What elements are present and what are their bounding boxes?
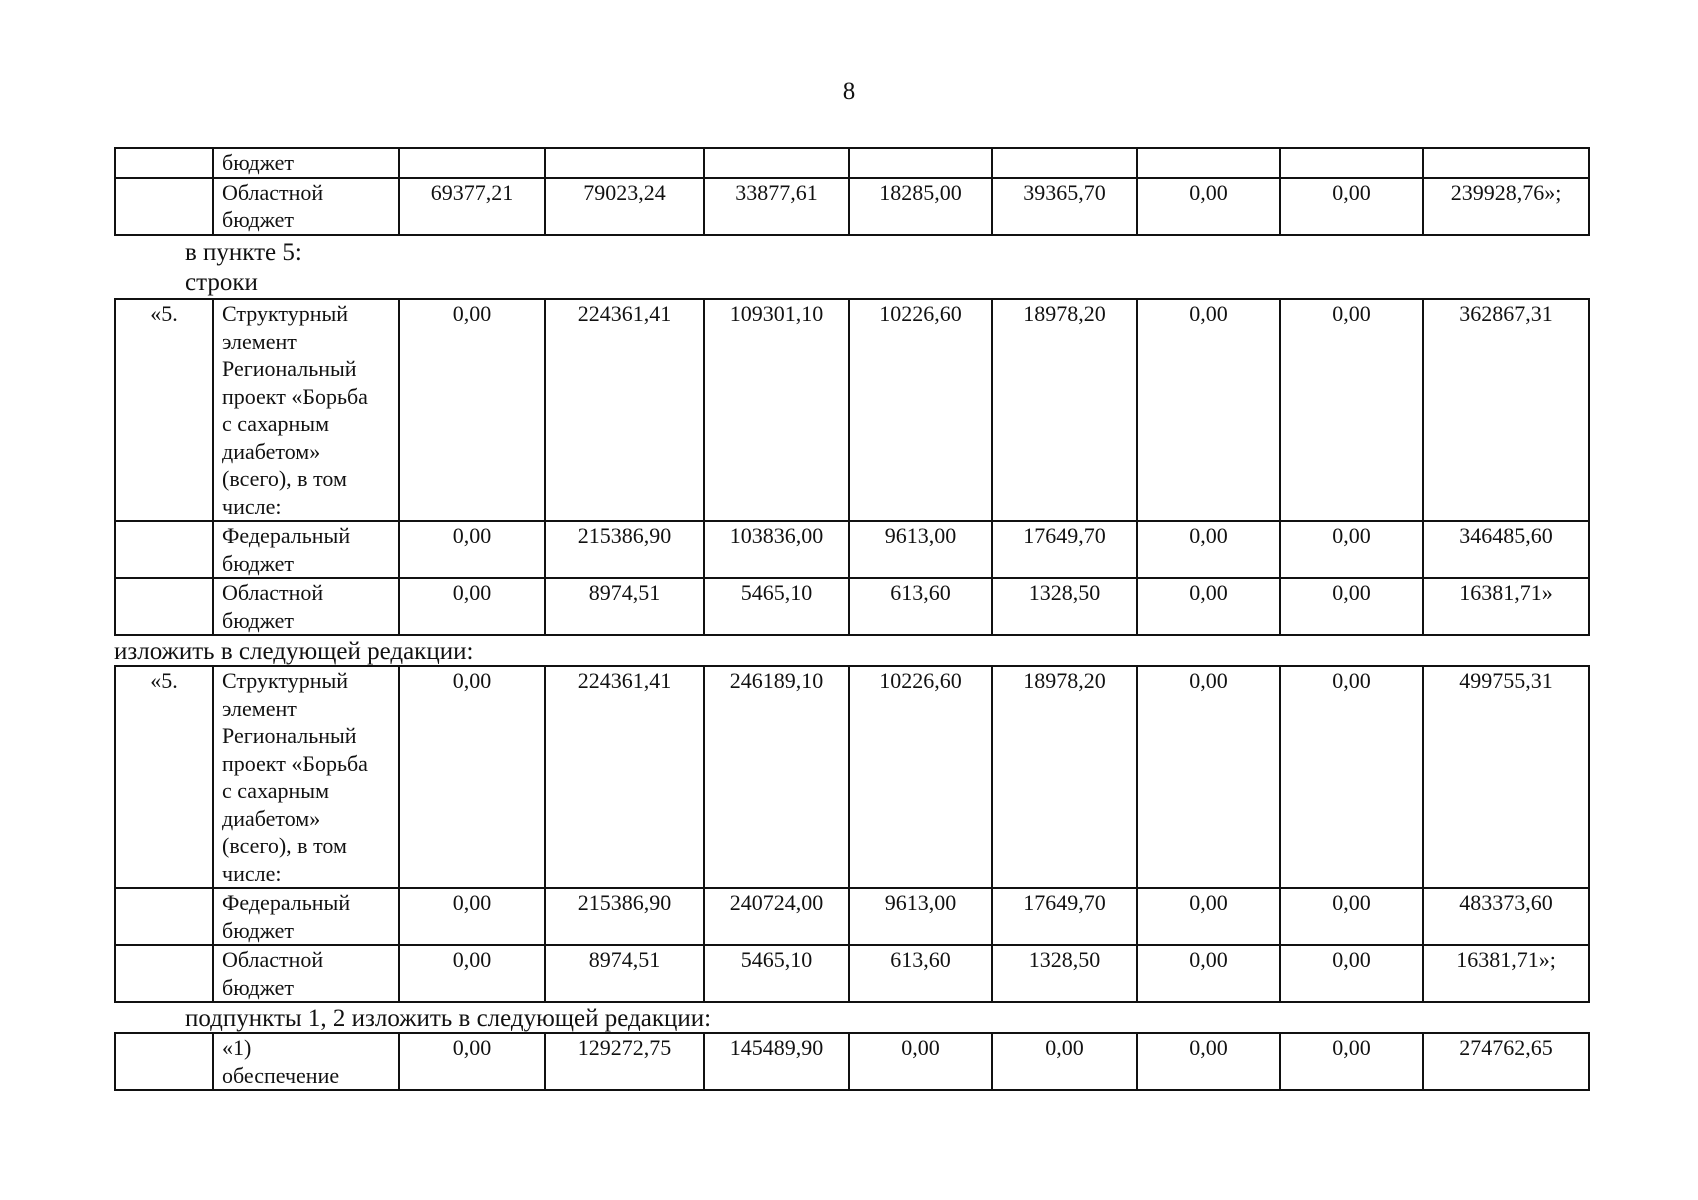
value-cell: 1328,50 (992, 945, 1137, 1002)
row-label-cell (213, 888, 399, 945)
budget-table-1 (114, 147, 1590, 236)
row-label-cell (213, 666, 399, 888)
value-cell (704, 148, 849, 178)
label-line: элемент (222, 695, 297, 721)
paragraph-rows: строки (185, 269, 258, 296)
value-cell: 239928,76»; (1423, 178, 1589, 235)
value-cell: 0,00 (1137, 945, 1280, 1002)
label-line: бюджет (222, 974, 294, 1000)
value-cell: 0,00 (1280, 521, 1423, 578)
label-line: Структурный (222, 668, 349, 693)
row-label-cell (213, 1033, 399, 1090)
value-cell: 0,00 (1280, 945, 1423, 1002)
table-row (115, 945, 1589, 1002)
value-cell: 246189,10 (704, 666, 849, 888)
value-cell: 0,00 (1137, 578, 1280, 635)
value-cell: 5465,10 (704, 578, 849, 635)
value-cell: 145489,90 (704, 1033, 849, 1090)
label-line: проект «Борьба (222, 383, 368, 409)
value-cell: 0,00 (399, 666, 545, 888)
value-cell: 18285,00 (849, 178, 992, 235)
value-cell (1137, 148, 1280, 178)
budget-table-new-rows (114, 665, 1590, 1003)
value-cell: 0,00 (1280, 578, 1423, 635)
value-cell: 109301,10 (704, 299, 849, 521)
value-cell: 0,00 (1137, 521, 1280, 578)
value-cell: 17649,70 (992, 888, 1137, 945)
value-cell: 0,00 (1137, 299, 1280, 521)
row-label-cell (213, 578, 399, 635)
row-number-cell (115, 521, 213, 578)
value-cell: 8974,51 (545, 578, 704, 635)
value-cell: 0,00 (1280, 1033, 1423, 1090)
value-cell (992, 148, 1137, 178)
row-number-cell (115, 945, 213, 1002)
value-cell: 0,00 (399, 888, 545, 945)
value-cell: 16381,71»; (1423, 945, 1589, 1002)
value-cell: 9613,00 (849, 888, 992, 945)
row-label-cell (213, 299, 399, 521)
label-line: бюджет (222, 207, 294, 232)
value-cell: 215386,90 (545, 521, 704, 578)
value-cell: 1328,50 (992, 578, 1137, 635)
value-cell (1423, 148, 1589, 178)
label-line: диабетом» (222, 805, 321, 831)
value-cell: 0,00 (1137, 888, 1280, 945)
value-cell: 69377,21 (399, 178, 545, 235)
table-row (115, 666, 1589, 888)
value-cell: 103836,00 (704, 521, 849, 578)
label-line: диабетом» (222, 438, 321, 464)
table-row (115, 1033, 1589, 1090)
value-cell: 224361,41 (545, 299, 704, 521)
value-cell: 18978,20 (992, 299, 1137, 521)
budget-table-subpoints (114, 1032, 1590, 1091)
value-cell: 10226,60 (849, 299, 992, 521)
label-line: Областной (222, 947, 324, 972)
paragraph-in-point-5: в пункте 5: (185, 239, 302, 266)
label-line: числе: (222, 860, 282, 886)
budget-table-old-rows (114, 298, 1590, 636)
value-cell: 9613,00 (849, 521, 992, 578)
value-cell: 0,00 (399, 578, 545, 635)
value-cell: 10226,60 (849, 666, 992, 888)
label-line: бюджет (222, 550, 294, 576)
value-cell: 0,00 (1280, 888, 1423, 945)
page-number: 8 (842, 78, 856, 105)
value-cell (545, 148, 704, 178)
table-row (115, 578, 1589, 635)
row-label-cell (213, 945, 399, 1002)
row-number-cell (115, 178, 213, 235)
value-cell: 240724,00 (704, 888, 849, 945)
value-cell: 129272,75 (545, 1033, 704, 1090)
value-cell: 0,00 (399, 1033, 545, 1090)
table-row (115, 521, 1589, 578)
label-line: Областной (222, 580, 324, 605)
value-cell: 8974,51 (545, 945, 704, 1002)
label-line: Федеральный (222, 890, 351, 915)
label-line: бюджет (222, 917, 294, 943)
value-cell: 215386,90 (545, 888, 704, 945)
label-line: проект «Борьба (222, 750, 368, 776)
paragraph-new-edition: изложить в следующей редакции: (114, 638, 474, 665)
row-label-cell (213, 178, 399, 235)
table-row (115, 299, 1589, 521)
value-cell: 0,00 (1137, 178, 1280, 235)
row-number-cell (115, 578, 213, 635)
value-cell: 613,60 (849, 578, 992, 635)
value-cell: 0,00 (1137, 1033, 1280, 1090)
value-cell: 274762,65 (1423, 1033, 1589, 1090)
row-number-cell (115, 1033, 213, 1090)
value-cell: 0,00 (1137, 666, 1280, 888)
row-number-cell (115, 148, 213, 178)
value-cell: 79023,24 (545, 178, 704, 235)
row-label-cell (213, 521, 399, 578)
value-cell: 0,00 (992, 1033, 1137, 1090)
value-cell: 346485,60 (1423, 521, 1589, 578)
value-cell: 0,00 (849, 1033, 992, 1090)
label-line: с сахарным (222, 778, 330, 803)
value-cell (399, 148, 545, 178)
value-cell: 224361,41 (545, 666, 704, 888)
table-row (115, 888, 1589, 945)
value-cell: 483373,60 (1423, 888, 1589, 945)
label-line: обеспечение (222, 1062, 340, 1088)
row-number-cell: «5. (115, 666, 213, 888)
value-cell: 5465,10 (704, 945, 849, 1002)
label-line: Структурный (222, 301, 349, 326)
label-line: «1) (222, 1035, 252, 1060)
label-line: (всего), в том (222, 466, 347, 491)
value-cell: 17649,70 (992, 521, 1137, 578)
row-number-cell: «5. (115, 299, 213, 521)
paragraph-subpoints: подпункты 1, 2 изложить в следующей редакции: (185, 1005, 712, 1032)
label-line: бюджет (222, 607, 294, 633)
value-cell: 0,00 (1280, 299, 1423, 521)
value-cell (849, 148, 992, 178)
value-cell: 499755,31 (1423, 666, 1589, 888)
row-label-cell (213, 148, 399, 178)
value-cell: 18978,20 (992, 666, 1137, 888)
label-line: Областной (222, 179, 324, 205)
label-line: (всего), в том (222, 833, 347, 858)
label-line: с сахарным (222, 411, 330, 436)
value-cell: 0,00 (399, 299, 545, 521)
value-cell: 613,60 (849, 945, 992, 1002)
label-line: бюджет (222, 150, 294, 175)
value-cell: 0,00 (399, 945, 545, 1002)
label-line: Региональный (222, 356, 357, 381)
value-cell: 362867,31 (1423, 299, 1589, 521)
table-row (115, 178, 1589, 235)
label-line: Региональный (222, 723, 357, 748)
label-line: числе: (222, 493, 282, 519)
value-cell: 16381,71» (1423, 578, 1589, 635)
value-cell: 0,00 (399, 521, 545, 578)
table-row (115, 148, 1589, 178)
value-cell: 0,00 (1280, 666, 1423, 888)
value-cell: 33877,61 (704, 178, 849, 235)
row-number-cell (115, 888, 213, 945)
value-cell: 0,00 (1280, 178, 1423, 235)
label-line: Федеральный (222, 523, 351, 548)
value-cell (1280, 148, 1423, 178)
value-cell: 39365,70 (992, 178, 1137, 235)
label-line: элемент (222, 328, 297, 354)
